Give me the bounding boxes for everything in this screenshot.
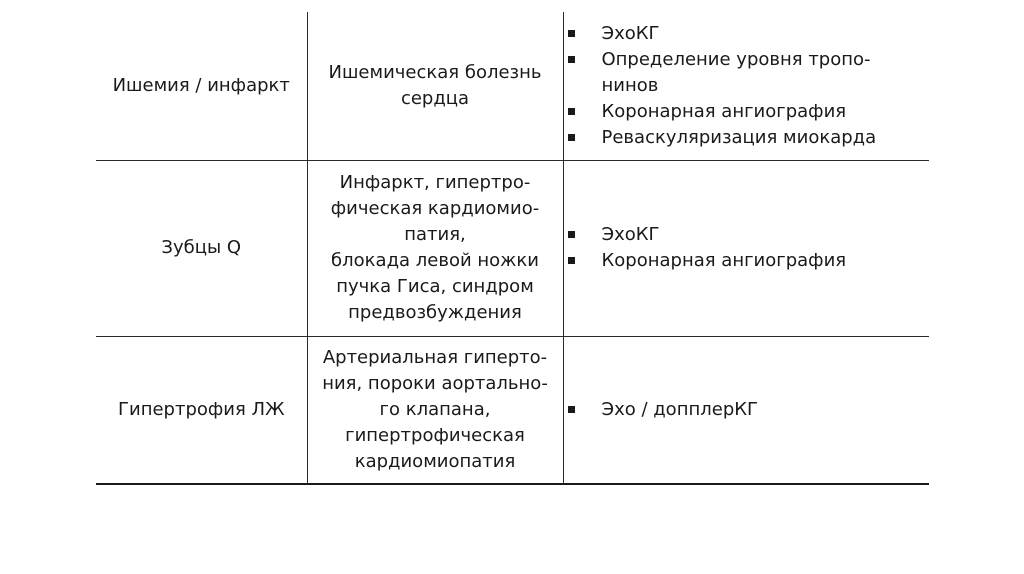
cause-line: пучка Гиса, синдром — [336, 276, 534, 297]
test-item — [564, 99, 930, 125]
table-row — [96, 160, 929, 336]
diagnostics-table — [96, 12, 929, 485]
cause-line: фическая кардиомио- — [330, 198, 540, 219]
cause-line: го клапана, — [379, 398, 491, 420]
tests-cell — [563, 160, 929, 336]
cause-cell — [307, 12, 563, 160]
condition-cell — [96, 336, 307, 484]
test-item — [564, 397, 930, 423]
condition-text: Гипертрофия ЛЖ — [118, 398, 285, 420]
cause-line: Артериальная гиперто- — [322, 346, 548, 368]
test-item — [564, 47, 930, 99]
tests-cell — [563, 12, 929, 160]
test-text: Реваскуляризация миокарда — [601, 126, 877, 148]
cause-line: Инфаркт, гипертро- — [339, 172, 531, 193]
tests-list — [564, 21, 930, 151]
test-text: Коронарная ангиография — [601, 250, 847, 271]
cause-line: Ишемическая болезнь — [328, 61, 542, 83]
test-text: ЭхоКГ — [601, 224, 660, 245]
tests-list — [564, 222, 930, 274]
cause-line: гипертрофическая — [345, 424, 525, 446]
test-item — [564, 125, 930, 151]
test-text: Эхо / допплерКГ — [601, 398, 758, 420]
cause-line: блокада левой ножки — [331, 250, 539, 271]
cause-line: кардиомиопатия — [354, 450, 516, 472]
test-text: Определение уровня тропо- — [601, 48, 871, 70]
cause-line: предвозбуждения — [348, 302, 522, 323]
tests-list — [564, 397, 930, 423]
test-item — [564, 248, 930, 274]
cause-line: сердца — [400, 87, 470, 109]
table-row — [96, 12, 929, 160]
test-text: нинов — [601, 74, 659, 96]
test-item — [564, 21, 930, 47]
condition-text: Зубцы Q — [161, 237, 242, 258]
condition-cell — [96, 160, 307, 336]
test-text: Коронарная ангиография — [601, 100, 847, 122]
test-text: ЭхоКГ — [601, 22, 660, 44]
cause-cell — [307, 336, 563, 484]
condition-cell — [96, 12, 307, 160]
test-item — [564, 222, 930, 248]
condition-text: Ишемия / инфаркт — [112, 74, 290, 96]
cause-cell — [307, 160, 563, 336]
cause-line: патия, — [404, 224, 466, 245]
table-row — [96, 336, 929, 484]
tests-cell — [563, 336, 929, 484]
cause-line: ния, пороки аортально- — [322, 372, 548, 394]
